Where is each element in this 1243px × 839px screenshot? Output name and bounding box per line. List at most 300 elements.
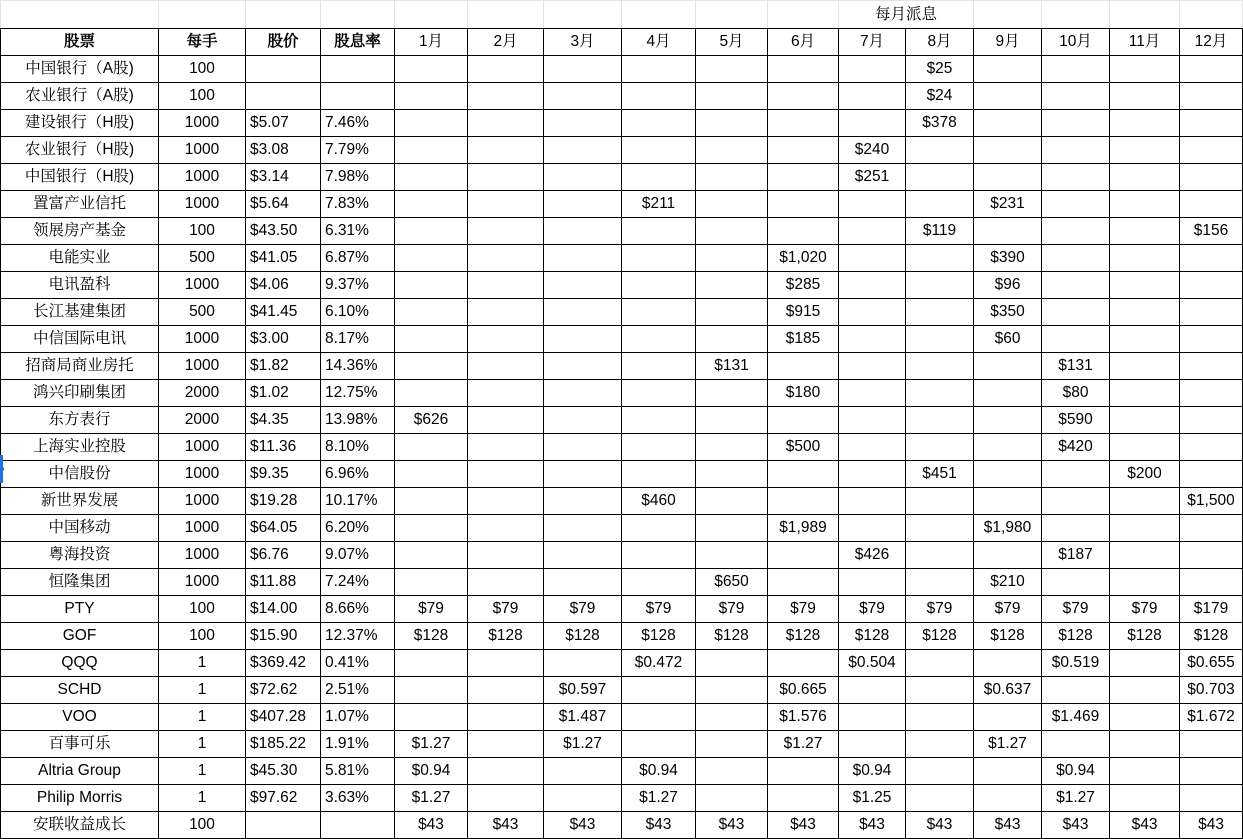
dividend-cell[interactable]	[544, 299, 622, 326]
lot-size-cell[interactable]: 1	[159, 758, 246, 785]
yield-cell[interactable]: 10.17%	[321, 488, 395, 515]
price-cell[interactable]: $3.14	[246, 164, 321, 191]
dividend-cell[interactable]	[696, 758, 768, 785]
stock-name-cell[interactable]: 中国银行（H股)	[1, 164, 159, 191]
yield-cell[interactable]: 7.83%	[321, 191, 395, 218]
yield-cell[interactable]: 7.98%	[321, 164, 395, 191]
lot-size-cell[interactable]: 1000	[159, 272, 246, 299]
dividend-cell[interactable]	[974, 488, 1042, 515]
dividend-cell[interactable]	[468, 758, 544, 785]
dividend-cell[interactable]	[906, 488, 974, 515]
dividend-cell[interactable]	[622, 245, 696, 272]
dividend-cell[interactable]	[696, 785, 768, 812]
dividend-cell[interactable]	[1042, 569, 1110, 596]
dividend-cell[interactable]	[395, 650, 468, 677]
yield-cell[interactable]: 6.20%	[321, 515, 395, 542]
dividend-cell[interactable]	[906, 434, 974, 461]
dividend-cell[interactable]	[1110, 110, 1180, 137]
dividend-cell[interactable]: $128	[395, 623, 468, 650]
header-month[interactable]: 3月	[544, 29, 622, 56]
dividend-cell[interactable]	[768, 650, 839, 677]
dividend-cell[interactable]	[906, 785, 974, 812]
dividend-cell[interactable]	[544, 218, 622, 245]
dividend-cell[interactable]	[696, 380, 768, 407]
dividend-cell[interactable]: $1.27	[622, 785, 696, 812]
lot-size-cell[interactable]: 1000	[159, 353, 246, 380]
stock-name-cell[interactable]: QQQ	[1, 650, 159, 677]
dividend-cell[interactable]	[1110, 272, 1180, 299]
dividend-cell[interactable]	[468, 569, 544, 596]
dividend-cell[interactable]	[768, 191, 839, 218]
price-cell[interactable]: $185.22	[246, 731, 321, 758]
stock-name-cell[interactable]: 中信股份	[1, 461, 159, 488]
dividend-cell[interactable]	[1110, 677, 1180, 704]
dividend-cell[interactable]: $420	[1042, 434, 1110, 461]
dividend-cell[interactable]: $0.637	[974, 677, 1042, 704]
dividend-cell[interactable]	[544, 569, 622, 596]
dividend-cell[interactable]	[1110, 488, 1180, 515]
dividend-cell[interactable]	[839, 299, 906, 326]
lot-size-cell[interactable]: 1000	[159, 326, 246, 353]
dividend-cell[interactable]: $187	[1042, 542, 1110, 569]
stock-name-cell[interactable]: VOO	[1, 704, 159, 731]
dividend-cell[interactable]	[468, 380, 544, 407]
dividend-cell[interactable]: $590	[1042, 407, 1110, 434]
stock-name-cell[interactable]: 东方表行	[1, 407, 159, 434]
dividend-cell[interactable]	[1042, 488, 1110, 515]
dividend-cell[interactable]: $915	[768, 299, 839, 326]
dividend-cell[interactable]	[839, 677, 906, 704]
dividend-cell[interactable]	[839, 461, 906, 488]
stock-name-cell[interactable]: 领展房产基金	[1, 218, 159, 245]
dividend-cell[interactable]	[974, 704, 1042, 731]
dividend-cell[interactable]	[1042, 110, 1110, 137]
dividend-cell[interactable]	[839, 326, 906, 353]
dividend-cell[interactable]	[544, 785, 622, 812]
dividend-cell[interactable]	[1180, 542, 1243, 569]
price-cell[interactable]: $15.90	[246, 623, 321, 650]
dividend-cell[interactable]	[906, 299, 974, 326]
dividend-cell[interactable]	[974, 785, 1042, 812]
lot-size-cell[interactable]: 1000	[159, 488, 246, 515]
dividend-cell[interactable]: $1,020	[768, 245, 839, 272]
stock-name-cell[interactable]: 中国移动	[1, 515, 159, 542]
dividend-cell[interactable]: $390	[974, 245, 1042, 272]
lot-size-cell[interactable]: 100	[159, 596, 246, 623]
stock-name-cell[interactable]: 长江基建集团	[1, 299, 159, 326]
dividend-cell[interactable]	[768, 461, 839, 488]
dividend-cell[interactable]	[544, 272, 622, 299]
dividend-cell[interactable]: $0.665	[768, 677, 839, 704]
dividend-cell[interactable]	[622, 326, 696, 353]
dividend-cell[interactable]: $128	[1110, 623, 1180, 650]
dividend-cell[interactable]: $79	[622, 596, 696, 623]
dividend-cell[interactable]	[696, 110, 768, 137]
dividend-cell[interactable]: $210	[974, 569, 1042, 596]
dividend-cell[interactable]: $24	[906, 83, 974, 110]
dividend-cell[interactable]	[622, 542, 696, 569]
dividend-cell[interactable]	[544, 326, 622, 353]
dividend-cell[interactable]: $0.597	[544, 677, 622, 704]
dividend-cell[interactable]	[544, 137, 622, 164]
dividend-cell[interactable]: $0.655	[1180, 650, 1243, 677]
lot-size-cell[interactable]: 1000	[159, 137, 246, 164]
dividend-cell[interactable]	[906, 353, 974, 380]
dividend-cell[interactable]: $251	[839, 164, 906, 191]
dividend-cell[interactable]	[1042, 137, 1110, 164]
dividend-cell[interactable]	[974, 380, 1042, 407]
dividend-cell[interactable]: $43	[768, 812, 839, 839]
dividend-cell[interactable]: $119	[906, 218, 974, 245]
dividend-cell[interactable]	[768, 164, 839, 191]
stock-name-cell[interactable]: GOF	[1, 623, 159, 650]
header-month[interactable]: 7月	[839, 29, 906, 56]
dividend-cell[interactable]	[622, 704, 696, 731]
dividend-cell[interactable]: $1.27	[1042, 785, 1110, 812]
yield-cell[interactable]: 9.37%	[321, 272, 395, 299]
lot-size-cell[interactable]: 100	[159, 56, 246, 83]
dividend-cell[interactable]	[468, 353, 544, 380]
dividend-cell[interactable]: $626	[395, 407, 468, 434]
stock-name-cell[interactable]: 农业银行（H股)	[1, 137, 159, 164]
dividend-cell[interactable]	[974, 758, 1042, 785]
dividend-cell[interactable]	[544, 164, 622, 191]
dividend-cell[interactable]	[696, 704, 768, 731]
lot-size-cell[interactable]: 1	[159, 677, 246, 704]
yield-cell[interactable]: 13.98%	[321, 407, 395, 434]
dividend-cell[interactable]: $1,500	[1180, 488, 1243, 515]
dividend-cell[interactable]	[696, 164, 768, 191]
dividend-cell[interactable]	[974, 56, 1042, 83]
dividend-cell[interactable]	[768, 785, 839, 812]
dividend-cell[interactable]	[1180, 731, 1243, 758]
dividend-cell[interactable]	[696, 434, 768, 461]
dividend-cell[interactable]	[1042, 56, 1110, 83]
dividend-cell[interactable]	[696, 407, 768, 434]
dividend-cell[interactable]	[395, 569, 468, 596]
dividend-cell[interactable]: $43	[468, 812, 544, 839]
dividend-cell[interactable]	[768, 218, 839, 245]
dividend-cell[interactable]: $79	[974, 596, 1042, 623]
header-yield[interactable]: 股息率	[321, 29, 395, 56]
dividend-cell[interactable]	[768, 110, 839, 137]
yield-cell[interactable]: 7.46%	[321, 110, 395, 137]
stock-name-cell[interactable]: Philip Morris	[1, 785, 159, 812]
dividend-cell[interactable]: $180	[768, 380, 839, 407]
dividend-cell[interactable]	[622, 407, 696, 434]
dividend-cell[interactable]: $156	[1180, 218, 1243, 245]
lot-size-cell[interactable]: 1	[159, 731, 246, 758]
dividend-cell[interactable]	[1042, 218, 1110, 245]
dividend-cell[interactable]	[1110, 164, 1180, 191]
dividend-cell[interactable]	[906, 515, 974, 542]
price-cell[interactable]: $19.28	[246, 488, 321, 515]
dividend-cell[interactable]	[974, 542, 1042, 569]
yield-cell[interactable]	[321, 812, 395, 839]
header-month[interactable]: 10月	[1042, 29, 1110, 56]
dividend-cell[interactable]: $43	[974, 812, 1042, 839]
dividend-cell[interactable]	[395, 110, 468, 137]
dividend-cell[interactable]: $1.672	[1180, 704, 1243, 731]
cell[interactable]	[1, 1, 159, 29]
yield-cell[interactable]: 6.87%	[321, 245, 395, 272]
yield-cell[interactable]: 12.75%	[321, 380, 395, 407]
dividend-cell[interactable]: $1.576	[768, 704, 839, 731]
dividend-cell[interactable]	[395, 164, 468, 191]
cell[interactable]	[768, 1, 839, 29]
dividend-cell[interactable]	[622, 218, 696, 245]
yield-cell[interactable]: 0.41%	[321, 650, 395, 677]
dividend-cell[interactable]	[839, 272, 906, 299]
dividend-cell[interactable]	[468, 164, 544, 191]
dividend-cell[interactable]	[1180, 380, 1243, 407]
price-cell[interactable]: $9.35	[246, 461, 321, 488]
lot-size-cell[interactable]: 1000	[159, 542, 246, 569]
dividend-cell[interactable]: $285	[768, 272, 839, 299]
dividend-cell[interactable]: $43	[1042, 812, 1110, 839]
dividend-cell[interactable]	[974, 110, 1042, 137]
dividend-cell[interactable]	[622, 110, 696, 137]
dividend-cell[interactable]	[468, 731, 544, 758]
price-cell[interactable]: $3.00	[246, 326, 321, 353]
dividend-cell[interactable]: $128	[1180, 623, 1243, 650]
dividend-cell[interactable]	[906, 380, 974, 407]
dividend-cell[interactable]	[974, 650, 1042, 677]
dividend-cell[interactable]	[974, 434, 1042, 461]
dividend-cell[interactable]: $426	[839, 542, 906, 569]
yield-cell[interactable]: 2.51%	[321, 677, 395, 704]
stock-name-cell[interactable]: 中信国际电讯	[1, 326, 159, 353]
header-month[interactable]: 4月	[622, 29, 696, 56]
dividend-cell[interactable]	[468, 326, 544, 353]
lot-size-cell[interactable]: 1000	[159, 461, 246, 488]
cell[interactable]	[395, 1, 468, 29]
stock-name-cell[interactable]: 新世界发展	[1, 488, 159, 515]
dividend-cell[interactable]: $43	[1110, 812, 1180, 839]
dividend-cell[interactable]: $650	[696, 569, 768, 596]
dividend-cell[interactable]	[395, 83, 468, 110]
yield-cell[interactable]: 7.24%	[321, 569, 395, 596]
dividend-cell[interactable]	[622, 515, 696, 542]
dividend-cell[interactable]: $43	[839, 812, 906, 839]
dividend-cell[interactable]	[544, 191, 622, 218]
yield-cell[interactable]: 6.31%	[321, 218, 395, 245]
dividend-cell[interactable]	[906, 758, 974, 785]
dividend-cell[interactable]	[544, 650, 622, 677]
dividend-cell[interactable]	[768, 353, 839, 380]
dividend-cell[interactable]: $0.94	[622, 758, 696, 785]
dividend-cell[interactable]: $25	[906, 56, 974, 83]
dividend-cell[interactable]	[1042, 677, 1110, 704]
cell[interactable]	[1042, 1, 1110, 29]
dividend-cell[interactable]	[1110, 785, 1180, 812]
dividend-cell[interactable]: $1.487	[544, 704, 622, 731]
dividend-cell[interactable]	[468, 218, 544, 245]
dividend-cell[interactable]: $1.27	[395, 785, 468, 812]
dividend-cell[interactable]	[839, 731, 906, 758]
price-cell[interactable]: $369.42	[246, 650, 321, 677]
stock-name-cell[interactable]: 招商局商业房托	[1, 353, 159, 380]
dividend-cell[interactable]: $128	[1042, 623, 1110, 650]
dividend-cell[interactable]	[906, 137, 974, 164]
yield-cell[interactable]: 7.79%	[321, 137, 395, 164]
header-month[interactable]: 8月	[906, 29, 974, 56]
dividend-cell[interactable]	[974, 218, 1042, 245]
lot-size-cell[interactable]: 2000	[159, 407, 246, 434]
header-month[interactable]: 9月	[974, 29, 1042, 56]
header-month[interactable]: 12月	[1180, 29, 1243, 56]
dividend-cell[interactable]	[468, 56, 544, 83]
dividend-cell[interactable]	[468, 461, 544, 488]
dividend-cell[interactable]	[696, 731, 768, 758]
yield-cell[interactable]: 8.17%	[321, 326, 395, 353]
dividend-cell[interactable]	[696, 488, 768, 515]
dividend-cell[interactable]: $0.94	[395, 758, 468, 785]
dividend-cell[interactable]	[468, 515, 544, 542]
dividend-cell[interactable]	[1180, 515, 1243, 542]
dividend-cell[interactable]: $240	[839, 137, 906, 164]
dividend-cell[interactable]	[906, 245, 974, 272]
yield-cell[interactable]: 8.10%	[321, 434, 395, 461]
dividend-cell[interactable]: $43	[544, 812, 622, 839]
dividend-cell[interactable]	[696, 56, 768, 83]
dividend-cell[interactable]	[1110, 704, 1180, 731]
dividend-cell[interactable]	[906, 407, 974, 434]
dividend-cell[interactable]	[974, 164, 1042, 191]
dividend-cell[interactable]	[839, 704, 906, 731]
yield-cell[interactable]: 5.81%	[321, 758, 395, 785]
price-cell[interactable]: $5.07	[246, 110, 321, 137]
dividend-cell[interactable]	[696, 245, 768, 272]
dividend-cell[interactable]: $460	[622, 488, 696, 515]
dividend-cell[interactable]	[468, 407, 544, 434]
dividend-cell[interactable]	[696, 650, 768, 677]
dividend-cell[interactable]	[696, 326, 768, 353]
dividend-cell[interactable]	[395, 191, 468, 218]
dividend-cell[interactable]	[622, 677, 696, 704]
lot-size-cell[interactable]: 100	[159, 83, 246, 110]
lot-size-cell[interactable]: 1000	[159, 164, 246, 191]
yield-cell[interactable]: 3.63%	[321, 785, 395, 812]
dividend-cell[interactable]	[696, 218, 768, 245]
dividend-cell[interactable]	[768, 488, 839, 515]
dividend-cell[interactable]	[395, 218, 468, 245]
yield-cell[interactable]: 14.36%	[321, 353, 395, 380]
dividend-cell[interactable]	[906, 704, 974, 731]
dividend-cell[interactable]	[1042, 191, 1110, 218]
dividend-cell[interactable]	[622, 380, 696, 407]
dividend-cell[interactable]: $128	[839, 623, 906, 650]
dividend-cell[interactable]	[696, 83, 768, 110]
dividend-cell[interactable]	[1180, 272, 1243, 299]
dividend-cell[interactable]: $131	[696, 353, 768, 380]
dividend-cell[interactable]: $200	[1110, 461, 1180, 488]
dividend-cell[interactable]: $43	[1180, 812, 1243, 839]
price-cell[interactable]: $4.35	[246, 407, 321, 434]
price-cell[interactable]	[246, 812, 321, 839]
dividend-cell[interactable]	[468, 677, 544, 704]
dividend-cell[interactable]: $96	[974, 272, 1042, 299]
dividend-cell[interactable]	[1180, 353, 1243, 380]
dividend-cell[interactable]	[622, 164, 696, 191]
dividend-cell[interactable]	[1110, 569, 1180, 596]
stock-name-cell[interactable]: Altria Group	[1, 758, 159, 785]
dividend-cell[interactable]	[1110, 299, 1180, 326]
dividend-cell[interactable]	[839, 191, 906, 218]
dividend-cell[interactable]	[906, 191, 974, 218]
lot-size-cell[interactable]: 1	[159, 704, 246, 731]
dividend-cell[interactable]	[906, 731, 974, 758]
dividend-cell[interactable]: $1,989	[768, 515, 839, 542]
dividend-cell[interactable]	[468, 137, 544, 164]
dividend-cell[interactable]	[839, 56, 906, 83]
lot-size-cell[interactable]: 1000	[159, 515, 246, 542]
dividend-cell[interactable]	[1042, 731, 1110, 758]
dividend-cell[interactable]	[1180, 461, 1243, 488]
stock-name-cell[interactable]: 安联收益成长	[1, 812, 159, 839]
dividend-cell[interactable]: $179	[1180, 596, 1243, 623]
dividend-cell[interactable]	[839, 110, 906, 137]
dividend-cell[interactable]: $378	[906, 110, 974, 137]
dividend-cell[interactable]	[1110, 650, 1180, 677]
dividend-cell[interactable]	[544, 434, 622, 461]
dividend-cell[interactable]: $43	[696, 812, 768, 839]
dividend-cell[interactable]	[839, 380, 906, 407]
dividend-cell[interactable]	[468, 272, 544, 299]
dividend-cell[interactable]	[768, 758, 839, 785]
price-cell[interactable]: $43.50	[246, 218, 321, 245]
dividend-cell[interactable]	[839, 407, 906, 434]
dividend-cell[interactable]	[395, 245, 468, 272]
dividend-cell[interactable]	[906, 542, 974, 569]
dividend-cell[interactable]	[1180, 569, 1243, 596]
yield-cell[interactable]: 6.10%	[321, 299, 395, 326]
dividend-cell[interactable]	[1110, 542, 1180, 569]
dividend-cell[interactable]	[1110, 191, 1180, 218]
dividend-cell[interactable]	[544, 515, 622, 542]
dividend-cell[interactable]: $79	[839, 596, 906, 623]
dividend-cell[interactable]: $43	[906, 812, 974, 839]
stock-name-cell[interactable]: 建设银行（H股)	[1, 110, 159, 137]
dividend-cell[interactable]	[1180, 164, 1243, 191]
dividend-cell[interactable]	[544, 380, 622, 407]
lot-size-cell[interactable]: 1000	[159, 110, 246, 137]
dividend-cell[interactable]	[395, 137, 468, 164]
dividend-cell[interactable]	[696, 137, 768, 164]
dividend-cell[interactable]	[468, 785, 544, 812]
dividend-cell[interactable]	[622, 137, 696, 164]
price-cell[interactable]: $1.02	[246, 380, 321, 407]
dividend-cell[interactable]	[974, 461, 1042, 488]
dividend-cell[interactable]	[468, 704, 544, 731]
dividend-cell[interactable]: $1.469	[1042, 704, 1110, 731]
dividend-cell[interactable]	[395, 299, 468, 326]
stock-name-cell[interactable]: 农业银行（A股)	[1, 83, 159, 110]
stock-name-cell[interactable]: PTY	[1, 596, 159, 623]
dividend-cell[interactable]: $79	[768, 596, 839, 623]
dividend-cell[interactable]: $131	[1042, 353, 1110, 380]
lot-size-cell[interactable]: 1000	[159, 191, 246, 218]
dividend-cell[interactable]: $128	[906, 623, 974, 650]
yield-cell[interactable]	[321, 56, 395, 83]
dividend-cell[interactable]	[906, 272, 974, 299]
dividend-cell[interactable]	[395, 542, 468, 569]
dividend-cell[interactable]	[622, 272, 696, 299]
dividend-cell[interactable]	[544, 56, 622, 83]
dividend-cell[interactable]	[1110, 731, 1180, 758]
dividend-cell[interactable]: $79	[906, 596, 974, 623]
price-cell[interactable]: $3.08	[246, 137, 321, 164]
